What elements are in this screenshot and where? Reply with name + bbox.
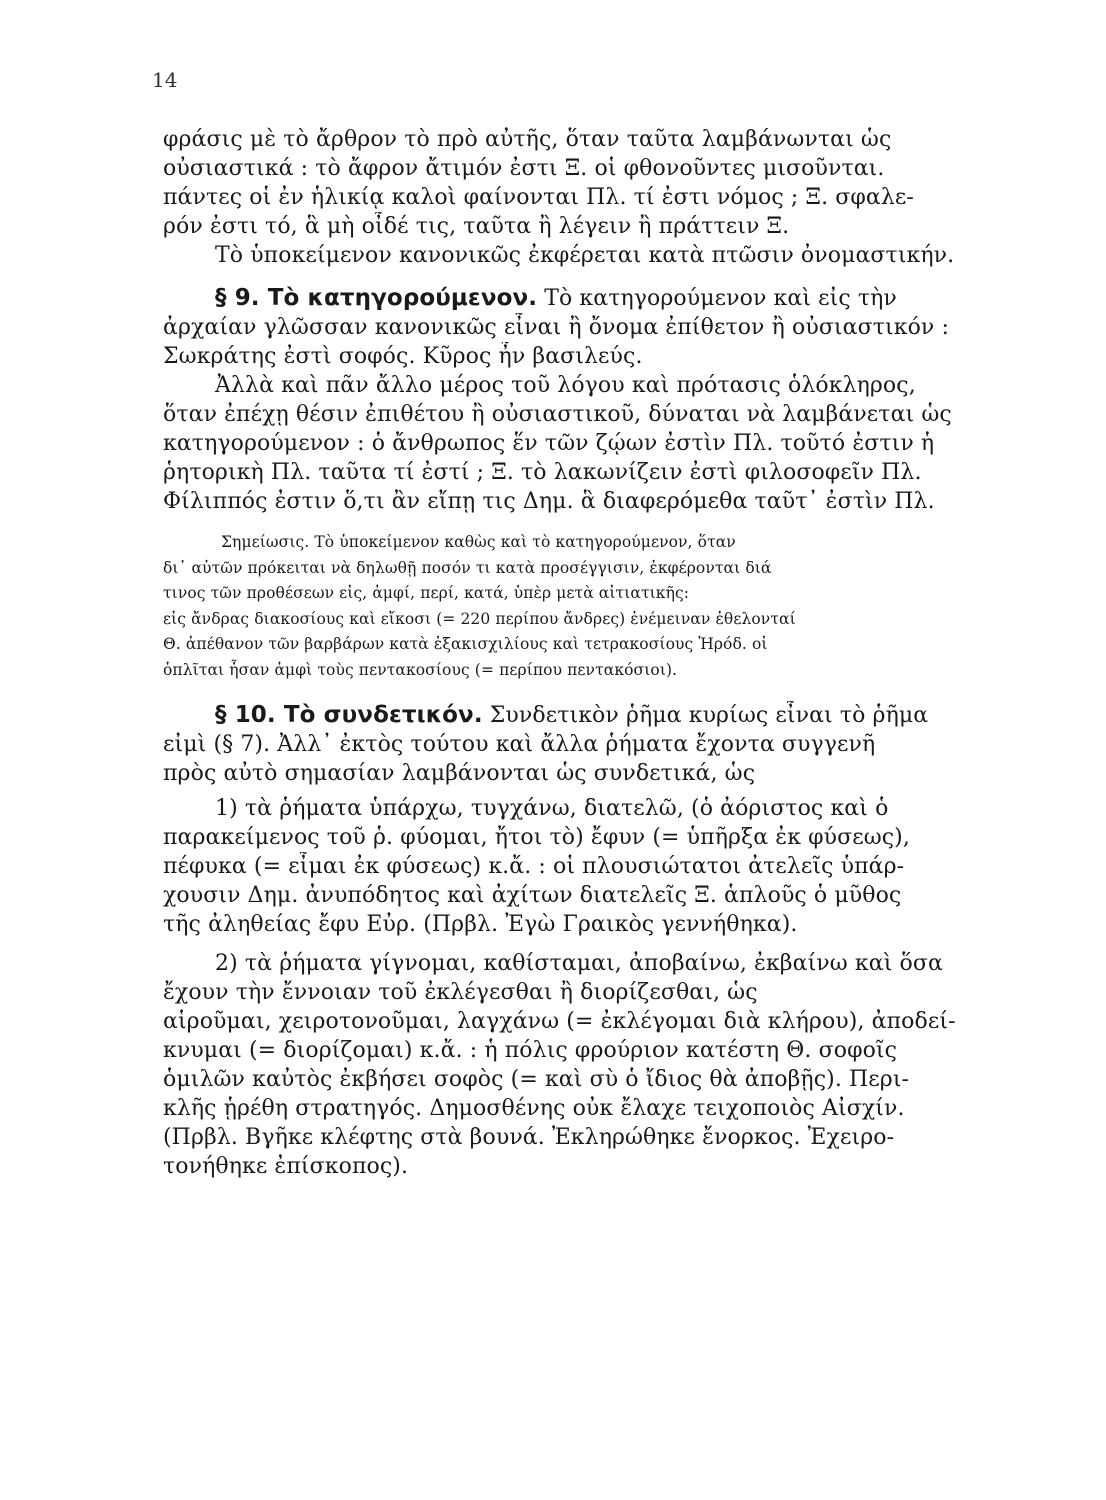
text-line: κνυμαι (= διορίζομαι) κ.ἄ. : ἡ πόλις φρούριον κατέστη Θ. σοφοῖς: [163, 1038, 898, 1063]
note-line: Σημείωσις. Τὸ ὑποκείμενον καθὼς καὶ τὸ κατηγορούμενον, ὅταν: [221, 533, 736, 551]
text-line: (Πρβλ. Βγῆκε κλέφτης στὰ βουνά. Ἐκληρώθηκε ἔνορκος. Ἐχειρο-: [163, 1125, 895, 1150]
paragraph-1: [163, 125, 975, 270]
text-line: ὅταν ἐπέχῃ θέσιν ἐπιθέτου ἢ οὐσιαστικοῦ, δύναται νὰ λαμβάνεται ὡς: [163, 402, 952, 427]
note-line: Θ. ἀπέθανον τῶν βαρβάρων κατὰ ἑξακισχιλίους καὶ τετρακοσίους Ἡρόδ. οἱ: [163, 635, 768, 653]
note-line: τινος τῶν προθέσεων εἰς, ἀμφί, περί, κατά, ὑπὲρ μετὰ αἰτιατικῆς:: [163, 584, 690, 602]
list-item-1: [163, 794, 975, 939]
text-line: τονήθηκε ἐπίσκοπος).: [163, 1154, 409, 1179]
text-line: ἔχουν τὴν ἔννοιαν τοῦ ἐκλέγεσθαι ἢ διορίζεσθαι, ὡς: [163, 980, 758, 1005]
section-9: [163, 284, 975, 516]
text-line: 1) τὰ ῥήματα ὑπάρχω, τυγχάνω, διατελῶ, (ὁ ἀόριστος καὶ ὁ: [215, 796, 889, 821]
text-line: πάντες οἱ ἐν ἡλικίᾳ καλοὶ φαίνονται Πλ. τί ἐστι νόμος ; Ξ. σφαλε-: [163, 185, 914, 210]
text-line: τῆς ἀληθείας ἔφυ Εὐρ. (Πρβλ. Ἐγὼ Γραικὸς γεννήθηκα).: [163, 912, 798, 937]
text-line: οὐσιαστικά : τὸ ἄφρον ἄτιμόν ἐστι Ξ. οἱ φθονοῦντες μισοῦνται.: [163, 156, 885, 181]
text-span: Συνδετικὸν ῥῆμα κυρίως εἶναι τὸ ῥῆμα: [482, 703, 929, 728]
text-line: κλῆς ᾑρέθη στρατηγός. Δημοσθένης οὐκ ἔλαχε τειχοποιὸς Αἰσχίν.: [163, 1096, 905, 1121]
section-heading: § 9. Τὸ κατηγορούμενον.: [215, 285, 538, 311]
text-line: φράσις μὲ τὸ ἄρθρον τὸ πρὸ αὐτῆς, ὅταν ταῦτα λαμβάνωνται ὡς: [163, 127, 892, 152]
text-line: Ἀλλὰ καὶ πᾶν ἄλλο μέρος τοῦ λόγου καὶ πρότασις ὁλόκληρος,: [215, 373, 916, 398]
text-line: ἀρχαίαν γλῶσσαν κανονικῶς εἶναι ἢ ὄνομα ἐπίθετον ἢ οὐσιαστικόν :: [163, 315, 950, 340]
section-10: [163, 701, 975, 788]
section-heading: § 10. Τὸ συνδετικόν.: [215, 702, 483, 728]
section-heading-line: [163, 701, 975, 730]
text-span: Τὸ κατηγορούμενον καὶ εἰς τὴν: [537, 286, 897, 311]
text-line: χουσιν Δημ. ἀνυπόδητος καὶ ἀχίτων διατελεῖς Ξ. ἁπλοῦς ὁ μῦθος: [163, 883, 902, 908]
text-line: Σωκράτης ἐστὶ σοφός. Κῦρος ἦν βασιλεύς.: [163, 344, 643, 369]
text-line: 2) τὰ ῥήματα γίγνομαι, καθίσταμαι, ἀποβαίνω, ἐκβαίνω καὶ ὅσα: [215, 951, 943, 976]
text-line: αἱροῦμαι, χειροτονοῦμαι, λαγχάνω (= ἐκλέγομαι διὰ κλήρου), ἀποδεί-: [163, 1009, 956, 1034]
text-line: ρόν ἐστι τό, ἃ μὴ οἶδέ τις, ταῦτα ἢ λέγειν ἢ πράττειν Ξ.: [163, 214, 790, 239]
text-line: πέφυκα (= εἶμαι ἐκ φύσεως) κ.ἄ. : οἱ πλουσιώτατοι ἀτελεῖς ὑπάρ-: [163, 854, 905, 879]
list-item-2: [163, 949, 975, 1181]
text-line: ὁμιλῶν καὐτὸς ἐκβήσει σοφὸς (= καὶ σὺ ὁ ἴδιος θὰ ἀποβῇς). Περι-: [163, 1067, 910, 1092]
text-line: Τὸ ὑποκείμενον κανονικῶς ἐκφέρεται κατὰ πτῶσιν ὀνομαστικήν.: [215, 243, 955, 268]
text-line: κατηγορούμενον : ὁ ἄνθρωπος ἕν τῶν ζῴων ἐστὶν Πλ. τοῦτό ἐστιν ἡ: [163, 431, 935, 456]
page-number: 14: [152, 68, 178, 92]
note-line: εἰς ἄνδρας διακοσίους καὶ εἴκοσι (= 220 περίπου ἄνδρες) ἐνέμειναν ἐθελονταί: [163, 609, 796, 628]
section-heading-line: [163, 284, 975, 313]
text-line: πρὸς αὐτὸ σημασίαν λαμβάνονται ὡς συνδετικά, ὡς: [163, 761, 756, 786]
text-line: Φίλιππός ἐστιν ὅ,τι ἂν εἴπῃ τις Δημ. ἃ διαφερόμεθα ταῦτ᾽ ἐστὶν Πλ.: [163, 489, 935, 514]
note-line: δι᾽ αὐτῶν πρόκειται νὰ δηλωθῇ ποσόν τι κατὰ προσέγγισιν, ἐκφέρονται διά: [163, 558, 772, 577]
page-body: [163, 125, 975, 1181]
text-line: εἰμὶ (§ 7). Ἀλλ᾽ ἐκτὸς τούτου καὶ ἄλλα ῥήματα ἔχοντα συγγενῆ: [163, 732, 876, 757]
text-line: παρακείμενος τοῦ ῥ. φύομαι, ἤτοι τὸ) ἔφυν (= ὑπῆρξα ἐκ φύσεως),: [163, 825, 910, 850]
text-line: ῥητορικὴ Πλ. ταῦτα τί ἐστί ; Ξ. τὸ λακωνίζειν ἐστὶ φιλοσοφεῖν Πλ.: [163, 460, 922, 485]
note-line: ὁπλῖται ἦσαν ἀμφὶ τοὺς πεντακοσίους (= περίπου πεντακόσιοι).: [163, 660, 678, 679]
note-block: [163, 530, 975, 683]
